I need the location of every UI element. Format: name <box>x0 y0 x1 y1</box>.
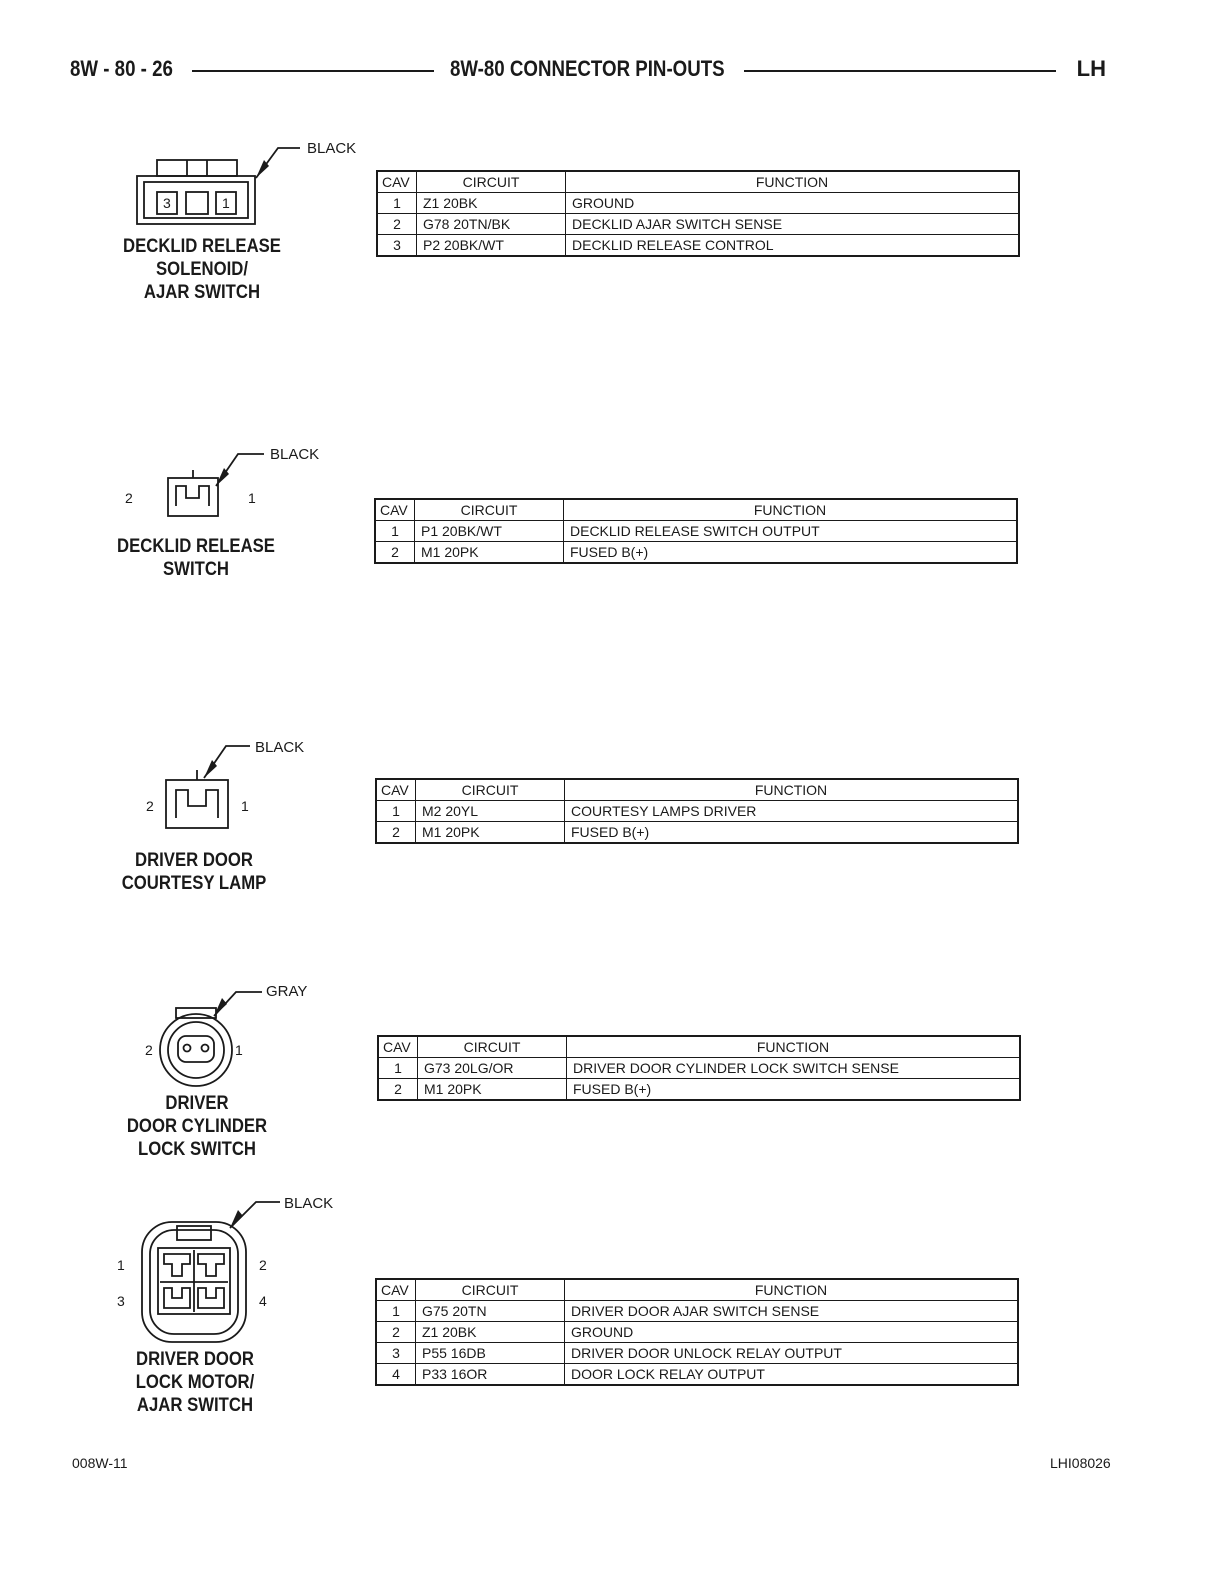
footer-code-right: LHI08026 <box>1050 1455 1111 1471</box>
pin-label: 1 <box>241 798 249 814</box>
connector-name: DRIVER DOOR CYLINDER LOCK SWITCH <box>126 1093 268 1160</box>
table-row: 1 G73 20LG/OR DRIVER DOOR CYLINDER LOCK SWITCH SENSE <box>378 1058 1020 1079</box>
table-row: 3 P55 16DB DRIVER DOOR UNLOCK RELAY OUTPUT <box>376 1343 1018 1364</box>
table-header-row: CAV CIRCUIT FUNCTION <box>376 779 1018 801</box>
connector-name: DRIVER DOOR LOCK MOTOR/ AJAR SWITCH <box>135 1349 255 1416</box>
table-row: 2 M1 20PK FUSED B(+) <box>375 542 1017 564</box>
connector-name: DRIVER DOOR COURTESY LAMP <box>121 850 267 894</box>
table-header-row: CAV CIRCUIT FUNCTION <box>376 1279 1018 1301</box>
table-row: 2 M1 20PK FUSED B(+) <box>376 822 1018 844</box>
table-row: 2 M1 20PK FUSED B(+) <box>378 1079 1020 1101</box>
pin-label: 1 <box>235 1042 243 1058</box>
side-indicator: LH <box>1076 56 1106 81</box>
pinout-table-courtesy-lamp <box>375 778 1019 844</box>
table-row: 1 Z1 20BK GROUND <box>377 193 1019 214</box>
connector-color: BLACK <box>255 739 305 756</box>
table-row: 1 G75 20TN DRIVER DOOR AJAR SWITCH SENSE <box>376 1301 1018 1322</box>
table-header-row: CAV CIRCUIT FUNCTION <box>378 1036 1020 1058</box>
connector-color: BLACK <box>284 1195 334 1212</box>
table-row: 2 G78 20TN/BK DECKLID AJAR SWITCH SENSE <box>377 214 1019 235</box>
pinout-table-cylinder-lock-switch <box>377 1035 1021 1101</box>
connector-color: GRAY <box>266 983 308 1000</box>
table-row: 4 P33 16OR DOOR LOCK RELAY OUTPUT <box>376 1364 1018 1386</box>
pin-label: 2 <box>146 798 154 814</box>
pin-label: 1 <box>117 1257 125 1273</box>
table-row: 2 Z1 20BK GROUND <box>376 1322 1018 1343</box>
header-rule-right <box>744 70 1056 72</box>
pin-label: 3 <box>117 1293 125 1309</box>
connector-color: BLACK <box>270 446 320 463</box>
pinout-table-lock-motor <box>375 1278 1019 1386</box>
table-row: 1 M2 20YL COURTESY LAMPS DRIVER <box>376 801 1018 822</box>
pin-label: 2 <box>125 490 133 506</box>
table-header-row: CAV CIRCUIT FUNCTION <box>377 171 1019 193</box>
pin-label: 1 <box>248 490 256 506</box>
page-title: 8W-80 CONNECTOR PIN-OUTS <box>450 56 725 81</box>
connector-color: BLACK <box>307 140 357 157</box>
pin-label: 3 <box>163 195 171 211</box>
pin-label: 2 <box>259 1257 267 1273</box>
pinout-table-decklid-switch <box>374 498 1018 564</box>
connector-diagram-lock-motor <box>0 0 400 1440</box>
pin-label: 2 <box>145 1042 153 1058</box>
table-row: 1 P1 20BK/WT DECKLID RELEASE SWITCH OUTPUT <box>375 521 1017 542</box>
table-header-row: CAV CIRCUIT FUNCTION <box>375 499 1017 521</box>
connector-name: DECKLID RELEASE SWITCH <box>117 536 275 580</box>
table-row: 3 P2 20BK/WT DECKLID RELEASE CONTROL <box>377 235 1019 257</box>
connector-name: DECKLID RELEASE SOLENOID/ AJAR SWITCH <box>123 236 281 303</box>
page-number: 8W - 80 - 26 <box>70 56 173 81</box>
footer-code-left: 008W-11 <box>72 1455 128 1471</box>
pin-label: 1 <box>222 195 230 211</box>
pinout-table-decklid-solenoid <box>376 170 1020 257</box>
pin-label: 4 <box>259 1293 267 1309</box>
